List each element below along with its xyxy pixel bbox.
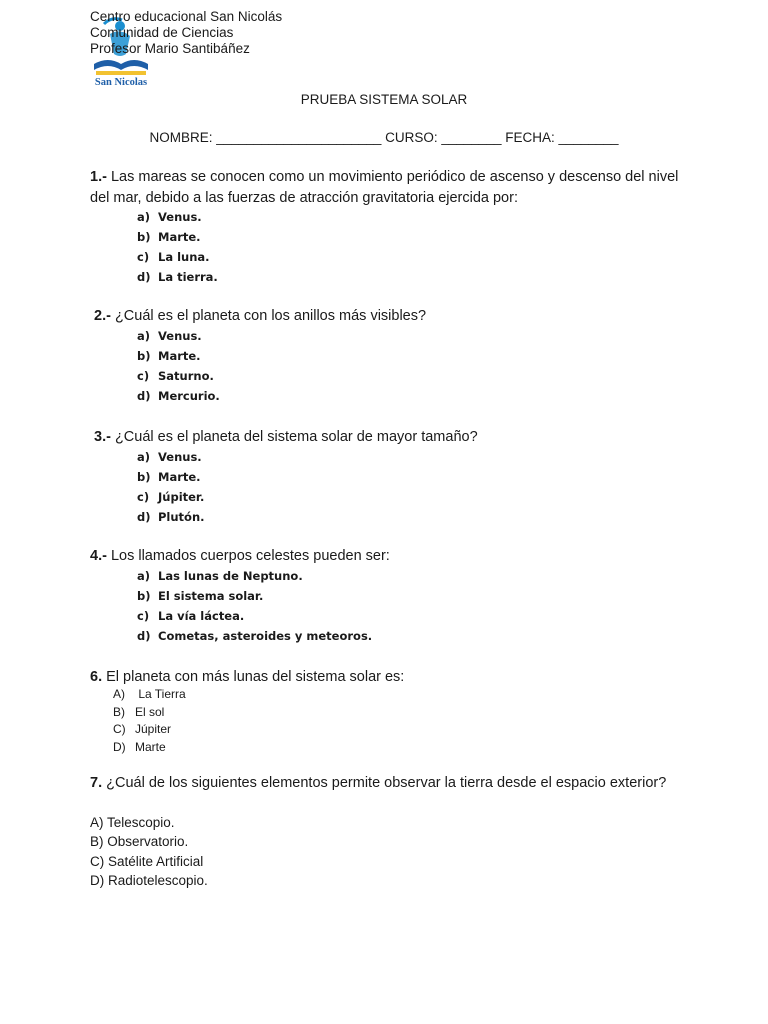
question-4 — [90, 546, 690, 567]
student-info-line: NOMBRE: ______________________ CURSO: ________ FECHA: ________ — [149, 130, 619, 145]
option-2b: b) Marte. — [137, 349, 201, 363]
question-1 — [90, 167, 690, 209]
question-7-text: ¿Cuál de los siguientes elementos permite observar la tierra desde el espacio exterior? — [106, 775, 667, 791]
question-3-text: ¿Cuál es el planeta del sistema solar de mayor tamaño? — [114, 429, 478, 445]
teacher-name: Profesor Mario Santibáñez — [90, 41, 250, 56]
option-1a: a) Venus. — [137, 210, 202, 224]
question-2-number: 2.- — [94, 308, 111, 324]
page-title: PRUEBA SISTEMA SOLAR — [300, 92, 468, 107]
logo-text: San Nicolas — [94, 77, 148, 88]
option-6c: C) Júpiter — [113, 722, 172, 736]
question-4-text: Los llamados cuerpos celestes pueden ser: — [110, 548, 390, 564]
question-2 — [94, 306, 694, 327]
school-name: Centro educacional San Nicolás — [90, 9, 283, 24]
community-name: Comunidad de Ciencias — [90, 25, 234, 40]
option-6d: D) Marte — [113, 739, 166, 754]
option-7a: A) Telescopio. — [90, 815, 175, 830]
question-4-number: 4.- — [90, 548, 107, 564]
question-3-options — [137, 447, 205, 527]
option-4b: b) El sistema solar. — [137, 589, 264, 603]
option-1c: c) La luna. — [137, 250, 210, 264]
option-6a: A) La Tierra — [113, 687, 186, 701]
question-6 — [90, 667, 690, 688]
question-7 — [90, 773, 690, 794]
option-1d: d) La tierra. — [137, 270, 218, 284]
question-6-options — [113, 686, 186, 756]
option-2a: a) Venus. — [137, 329, 202, 343]
question-6-number: 6. — [90, 669, 103, 685]
question-1-text: Las mareas se conocen como un movimiento periódico de ascenso y descenso del nivel del mar, debido a las fuerzas de atracción gravitatoria ejercida por: — [90, 169, 679, 206]
option-4a: a) Las lunas de Neptuno. — [137, 569, 303, 583]
option-3a: a) Venus. — [137, 450, 202, 464]
question-1-options — [137, 207, 218, 287]
option-3d: d) Plutón. — [137, 510, 205, 524]
question-4-options — [137, 566, 372, 646]
question-7-number: 7. — [90, 775, 103, 791]
question-2-text: ¿Cuál es el planeta con los anillos más visibles? — [114, 308, 427, 324]
question-6-text: El planeta con más lunas del sistema solar es: — [106, 669, 405, 685]
question-2-options — [137, 326, 220, 406]
option-2c: c) Saturno. — [137, 369, 214, 383]
option-4d: d) Cometas, asteroides y meteoros. — [137, 629, 373, 643]
question-1-number: 1.- — [90, 169, 107, 185]
option-1b: b) Marte. — [137, 230, 201, 244]
option-6b: B) El sol — [113, 704, 165, 719]
option-7c: C) Satélite Artificial — [90, 853, 204, 869]
option-3b: b) Marte. — [137, 470, 201, 484]
question-3 — [94, 427, 694, 448]
option-7b: B) Observatorio. — [90, 834, 189, 850]
option-7d: D) Radiotelescopio. — [90, 872, 208, 888]
option-2d: d) Mercurio. — [137, 389, 220, 403]
question-7-options — [90, 813, 208, 890]
option-4c: c) La vía láctea. — [137, 609, 245, 623]
question-3-number: 3.- — [94, 429, 111, 445]
option-3c: c) Júpiter. — [137, 490, 205, 504]
